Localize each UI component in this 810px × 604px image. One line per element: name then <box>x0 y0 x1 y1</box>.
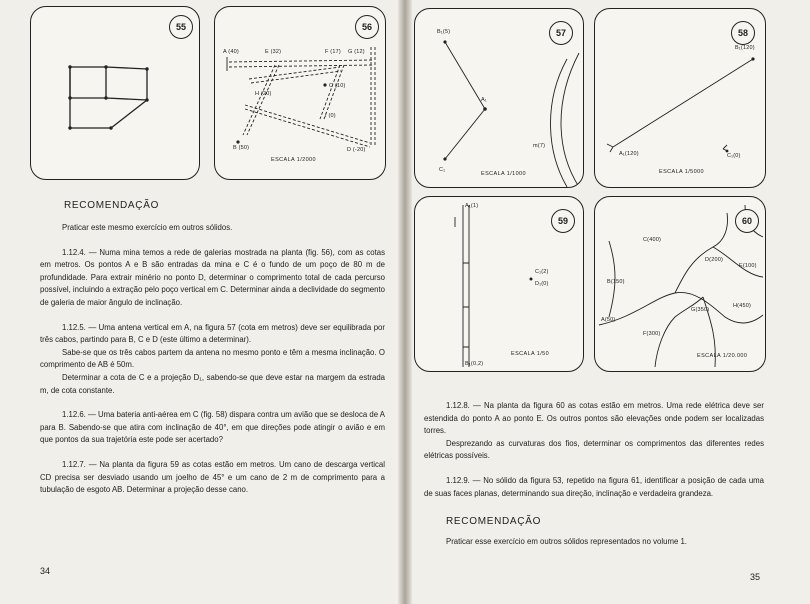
fig60-label-d: D(200) <box>705 257 724 263</box>
exercise-1-12-8-task: Desprezando as curvaturas dos fios, determinar os comprimentos das diferentes redes elétricas possíveis. <box>424 438 764 461</box>
right-outro-text: Praticar esse exercício em outros sólidos representados no volume 1. <box>446 537 687 546</box>
fig60-scale: ESCALA 1/20.000 <box>697 353 748 359</box>
exercise-1-12-5: 1.12.5. — Uma antena vertical em A, na figura 57 (cota em metros) deve ser equilibrada por três cabos, partindo para B, C e D (este último a determinar). <box>40 322 385 345</box>
fig56-label-h: H (20) <box>255 91 272 97</box>
figure-59 <box>414 196 584 372</box>
fig56-label-c: C (10) <box>329 83 346 89</box>
figure-57-number: 57 <box>549 21 573 45</box>
fig59-label-c: C₁(2) <box>535 269 549 275</box>
left-page-number: 34 <box>40 566 51 576</box>
fig58-label-a: A₁(120) <box>619 151 639 157</box>
fig60-label-b: B(150) <box>607 279 625 285</box>
fig59-scale: ESCALA 1/50 <box>511 351 550 357</box>
figure-58-number: 58 <box>731 21 755 45</box>
right-text-block <box>424 400 764 500</box>
left-text-block <box>40 222 385 497</box>
fig56-label-f: F (17) <box>325 49 341 55</box>
fig56-label-a: A (40) <box>223 49 239 55</box>
fig58-label-c: C₁(0) <box>727 153 741 159</box>
left-intro: Praticar este mesmo exercício em outros sólidos. <box>62 223 233 232</box>
fig60-label-e: E(100) <box>739 263 757 269</box>
figure-58 <box>594 8 766 188</box>
figure-60-number: 60 <box>735 209 759 233</box>
fig56-label-i: I (0) <box>325 113 336 119</box>
fig56-label-d: D (-20) <box>347 147 366 153</box>
fig57-label-c: C₁ <box>439 167 446 173</box>
fig56-label-b: B (50) <box>233 145 250 151</box>
figure-55 <box>30 6 200 180</box>
fig60-label-f: F(300) <box>643 331 661 337</box>
right-page-number: 35 <box>750 572 761 582</box>
figure-59-number: 59 <box>551 209 575 233</box>
fig60-label-h: H(450) <box>733 303 752 309</box>
exercise-1-12-6: 1.12.6. — Uma bateria anti-aérea em C (fig. 58) dispara contra um avião que se desloca de A para B. Sabendo-se que atira com inclinação de 40°, em que direções pode atingir o avião e em que pontos da sua trajetória este pode ser acertado? <box>40 410 385 445</box>
fig59-label-d: D₁(0) <box>535 281 549 287</box>
fig57-label-b: B₁(5) <box>437 29 451 35</box>
solid-back-face <box>70 67 106 98</box>
exercise-1-12-5-task: Determinar a cota de C e a projeção D₁, sabendo-se que deve estar na margem da estrada m, de cota constante. <box>40 372 385 395</box>
figure-56-number: 56 <box>355 15 379 39</box>
right-heading-recomendacao: RECOMENDAÇÃO <box>446 516 542 527</box>
fig60-label-g: G(350) <box>691 307 710 313</box>
fig58-scale: ESCALA 1/5000 <box>659 169 704 175</box>
fig57-scale: ESCALA 1/1000 <box>481 171 526 177</box>
right-outro <box>424 536 764 549</box>
fig56-scale: ESCALA 1/2000 <box>271 157 316 163</box>
fig56-label-e: E (32) <box>265 49 282 55</box>
fig56-label-g: G (12) <box>348 49 365 55</box>
fig58-label-b: B₁(120) <box>735 45 755 51</box>
figure-57 <box>414 8 584 188</box>
exercise-1-12-8: 1.12.8. — Na planta da figura 60 as cotas estão em metros. Uma rede elétrica deve ser estendida do ponto A ao ponto E. Os outros pontos são elevações onde podem ser localizadas torres. <box>424 401 764 436</box>
exercise-1-12-9: 1.12.9. — No sólido da figura 53, repetido na figura 61, identificar a posição de cada uma de suas faces planas, determinando sua direção, inclinação e verdadeira grandeza. <box>424 475 764 498</box>
fig59-label-a: A₁(1) <box>465 203 479 209</box>
fig59-label-b: B₁(0,2) <box>465 361 484 367</box>
book-gutter <box>398 0 412 604</box>
fig57-label-m: m(7) <box>533 143 546 149</box>
figure-55-number: 55 <box>169 15 193 39</box>
figure-56 <box>214 6 386 180</box>
exercise-1-12-5-cont: Sabe-se que os três cabos partem da antena no mesmo ponto e têm a mesma inclinação. O comprimento de AB é 50m. <box>40 347 385 370</box>
fig60-label-a: A(50) <box>601 317 616 323</box>
fig60-label-c: C(400) <box>643 237 662 243</box>
fig57-label-a: A₁ <box>481 97 487 103</box>
figure-60 <box>594 196 766 372</box>
left-heading-recomendacao: RECOMENDAÇÃO <box>64 200 160 211</box>
exercise-1-12-7: 1.12.7. — Na planta da figura 59 as cotas estão em metros. Um cano de descarga vertical CD precisa ser desviado usando um joelho de 45° e um cano de 2 m de comprimento para a tubulação de esgoto AB. Determinar a projeção desse cano. <box>40 459 385 495</box>
exercise-1-12-4: 1.12.4. — Numa mina temos a rede de galerias mostrada na planta (fig. 56), com as cotas em metros. Os pontos A e B são entradas da mina e C é o fundo de um poço de 80 m de profundidade. Para extrair minério no ponto D, determinar o comprimento total de cada percurso possível, incluindo a extração pelo poço vertical em C. Determinar ainda a declividade do segmento de galeria de maior ângulo de inclinação. <box>40 247 385 307</box>
